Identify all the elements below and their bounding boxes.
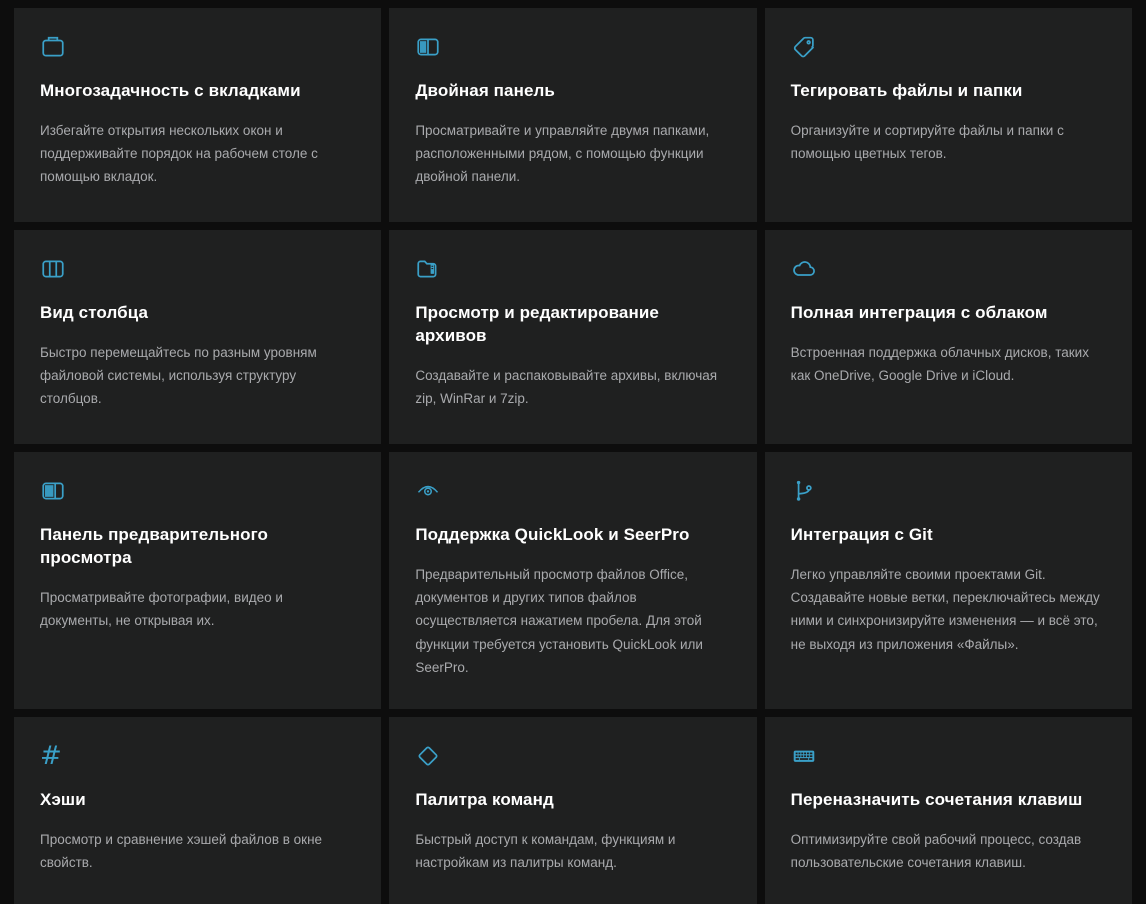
columns-icon: [40, 256, 355, 286]
feature-card: [389, 717, 756, 904]
git-branch-icon: [791, 478, 1106, 508]
feature-description: Просматривайте фотографии, видео и документы, не открывая их.: [40, 589, 283, 629]
feature-title: Интеграция с Git: [790, 525, 933, 544]
feature-title: Полная интеграция с облаком: [790, 303, 1048, 322]
feature-title: Хэши: [40, 790, 86, 810]
feature-title: Тегировать файлы и папки: [790, 81, 1023, 100]
feature-description: Избегайте открытия нескольких окон и поддерживайте порядок на рабочем столе с помощью вкладок.: [40, 122, 318, 185]
feature-title: Вид столбца: [40, 303, 149, 322]
feature-description: Создавайте и распаковывайте архивы, включая zip, WinRar и 7zip.: [415, 367, 718, 407]
feature-title: Палитра команд: [415, 790, 554, 810]
feature-card: [765, 452, 1132, 709]
preview-pane-icon: [40, 478, 355, 508]
feature-description: Предварительный просмотр файлов Office, документов и других типов файлов осуществляется нажатием пробела. Для этой функции требуется установить QuickLook или SeerPro.: [415, 566, 703, 675]
feature-card: [389, 230, 756, 444]
feature-card: [14, 230, 381, 444]
tabs-icon: [40, 34, 355, 64]
feature-description: Быстрый доступ к командам, функциям и настройкам из палитры команд.: [415, 831, 676, 871]
feature-description: Легко управляйте своими проектами Git. Создавайте новые ветки, переключайтесь между ними и синхронизируйте изменения — и всё это, не выходя из приложения «Файлы».: [790, 566, 1100, 652]
feature-title: Двойная панель: [415, 81, 555, 100]
cloud-icon: [791, 256, 1106, 286]
feature-description: Организуйте и сортируйте файлы и папки с помощью цветных тегов.: [790, 122, 1064, 162]
feature-description: Просмотр и сравнение хэшей файлов в окне свойств.: [40, 831, 323, 871]
feature-description: Просматривайте и управляйте двумя папками, расположенными рядом, с помощью функции двойной панели.: [415, 122, 710, 185]
feature-card: [389, 452, 756, 709]
feature-title: Панель предварительного просмотра: [40, 525, 269, 567]
command-palette-icon: [415, 743, 730, 773]
feature-title: Поддержка QuickLook и SeerPro: [415, 525, 690, 544]
feature-card: [14, 717, 381, 904]
feature-description: Быстро перемещайтесь по разным уровням файловой системы, используя структуру столбцов.: [40, 344, 317, 407]
keyboard-icon: [791, 743, 1106, 773]
feature-card: [765, 717, 1132, 904]
feature-description: Встроенная поддержка облачных дисков, таких как OneDrive, Google Drive и iCloud.: [790, 344, 1089, 384]
dual-pane-icon: [415, 34, 730, 64]
feature-grid-row-4: [0, 709, 1146, 904]
feature-card: [14, 8, 381, 222]
feature-card: [14, 452, 381, 709]
feature-title: Просмотр и редактирование архивов: [415, 303, 659, 345]
feature-card: [765, 230, 1132, 444]
feature-card: [765, 8, 1132, 222]
eye-icon: [415, 478, 730, 508]
feature-title: Многозадачность с вкладками: [40, 81, 301, 100]
tag-icon: [791, 34, 1106, 64]
feature-card: [389, 8, 756, 222]
hash-glyph: #: [40, 741, 62, 772]
feature-description: Оптимизируйте свой рабочий процесс, создав пользовательские сочетания клавиш.: [790, 831, 1082, 871]
feature-title: Переназначить сочетания клавиш: [790, 790, 1083, 810]
archive-icon: [415, 256, 730, 286]
hash-icon: [40, 743, 355, 773]
